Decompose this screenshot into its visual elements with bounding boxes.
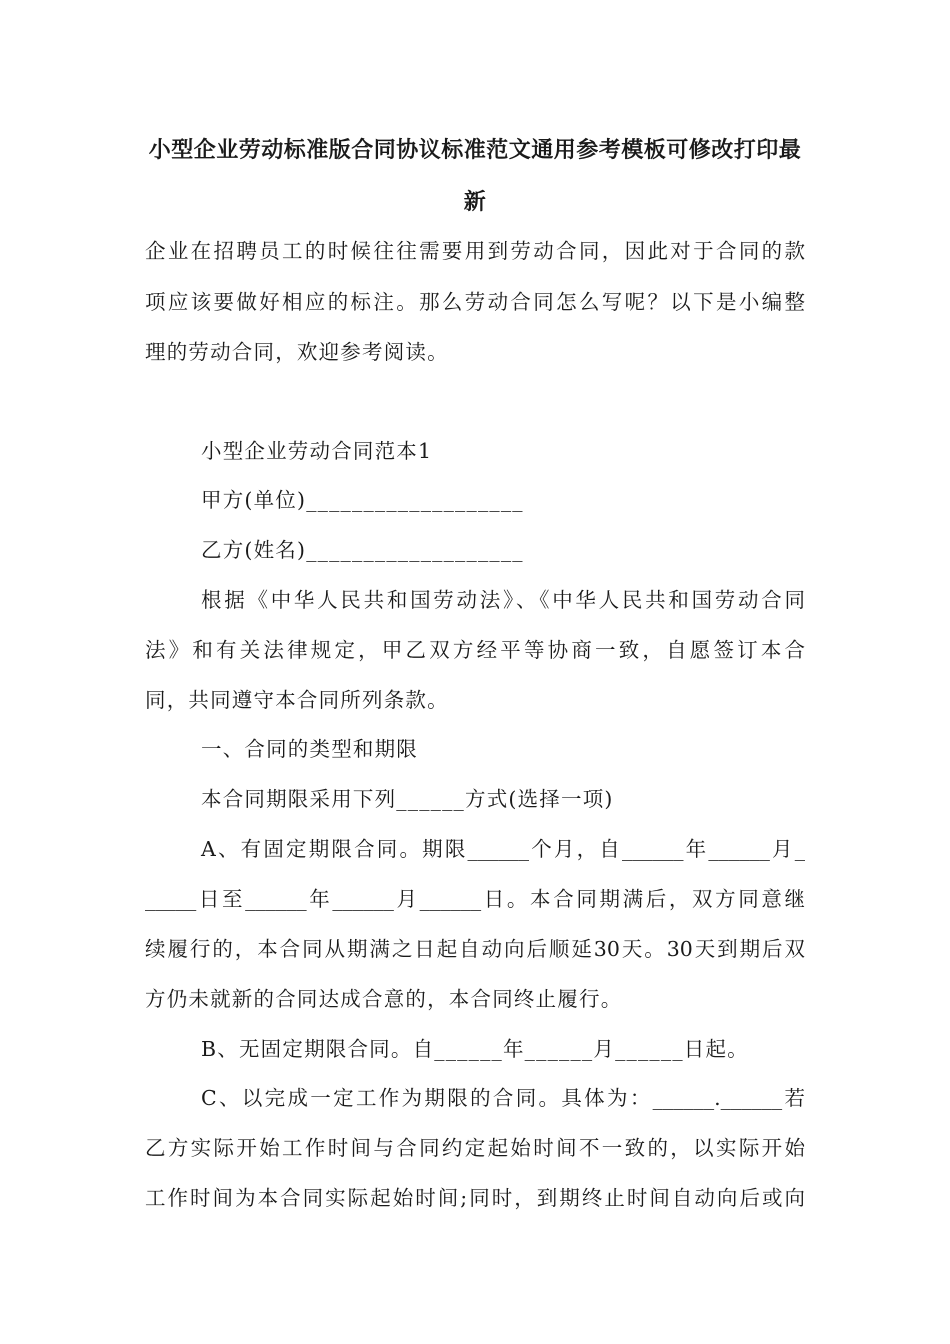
section-1-heading: 一、合同的类型和期限 [201, 737, 418, 761]
party-a-field: 甲方(单位)___________________ [201, 488, 524, 512]
option-a-line-3: 续履行的，本合同从期满之日起自动向后顺延30天。30天到期后双 [145, 937, 805, 961]
basis-line-2: 法》和有关法律规定，甲乙双方经平等协商一致，自愿签订本合 [145, 638, 805, 662]
sample-heading: 小型企业劳动合同范本1 [201, 439, 433, 463]
basis-line-1: 根据《中华人民共和国劳动法》、《中华人民共和国劳动合同 [201, 588, 805, 612]
option-a-line-2: _____日至______年______月______日。本合同期满后，双方同意继 [145, 887, 805, 911]
option-c-line-3: 工作时间为本合同实际起始时间;同时，到期终止时间自动向后或向 [145, 1186, 805, 1210]
intro-line-1: 企业在招聘员工的时候往往需要用到劳动合同，因此对于合同的款 [145, 239, 805, 263]
option-c-line-1: C、以完成一定工作为期限的合同。具体为：______.______若 [201, 1086, 805, 1110]
option-a-line-4: 方仍未就新的合同达成合意的，本合同终止履行。 [145, 987, 623, 1011]
option-b-line: B、无固定期限合同。自______年______月______日起。 [201, 1037, 749, 1061]
document-title [145, 125, 805, 229]
intro-line-3: 理的劳动合同，欢迎参考阅读。 [145, 340, 449, 364]
term-method-line: 本合同期限采用下列______方式(选择一项) [201, 787, 614, 811]
basis-line-3: 同，共同遵守本合同所列条款。 [145, 688, 449, 712]
party-b-field: 乙方(姓名)___________________ [201, 538, 524, 562]
title-line-1: 小型企业劳动标准版合同协议标准范文通用参考模板可修改打印最 [148, 138, 802, 163]
option-a-line-1: A、有固定期限合同。期限______个月，自______年______月_ [201, 837, 805, 861]
option-c-line-2: 乙方实际开始工作时间与合同约定起始时间不一致的，以实际开始 [145, 1136, 805, 1160]
title-line-2: 新 [463, 190, 487, 215]
intro-line-2: 项应该要做好相应的标注。那么劳动合同怎么写呢？以下是小编整 [145, 290, 805, 314]
